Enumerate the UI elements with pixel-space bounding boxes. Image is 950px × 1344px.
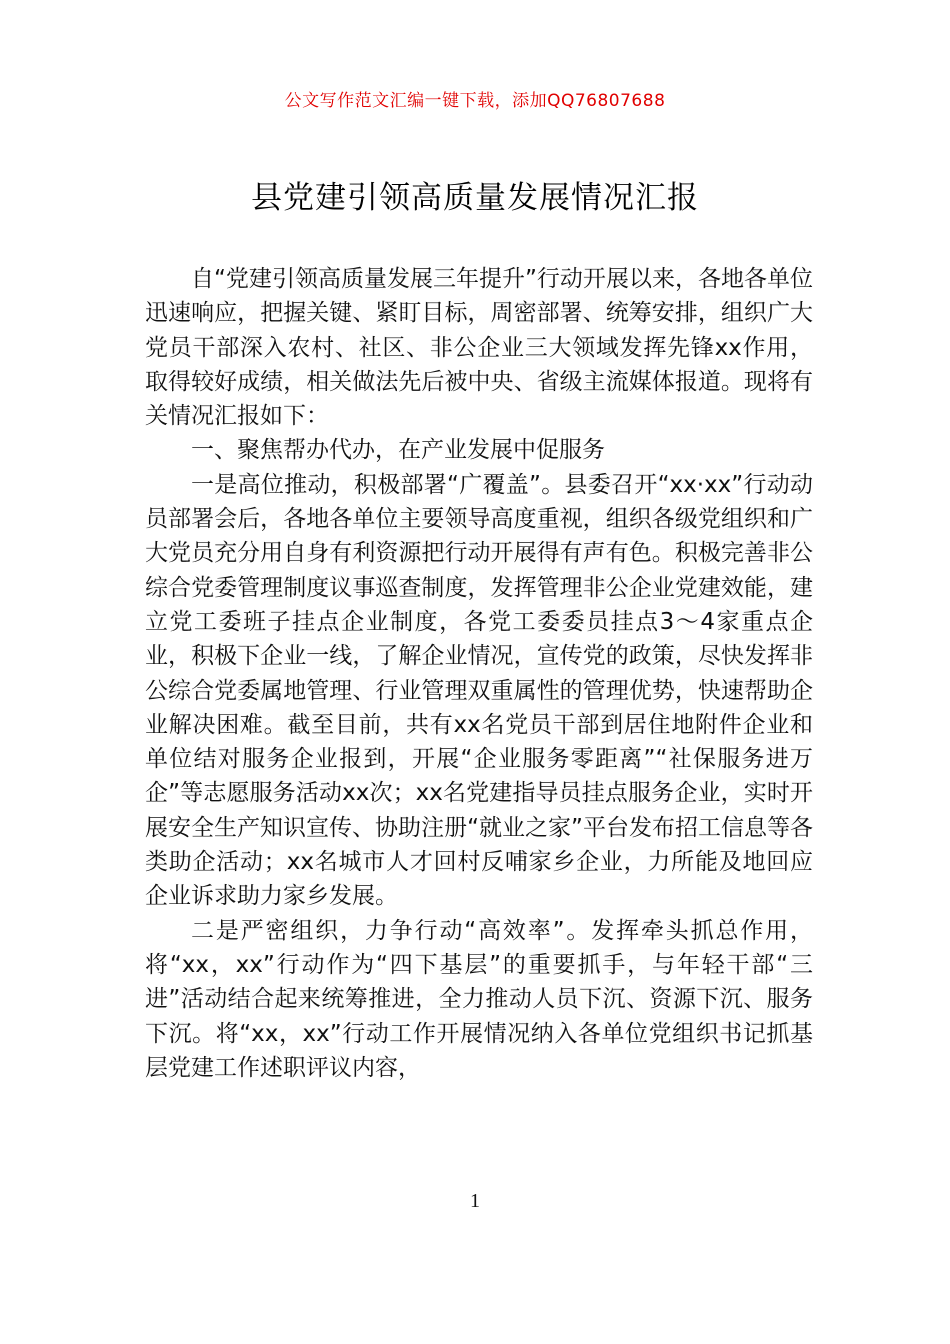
- section-heading: 一、聚焦帮办代办，在产业发展中促服务: [191, 437, 605, 464]
- paragraph-point-2: 二是严密组织，力争行动“高效率”。发挥牵头抓总作用，将“xx，xx”行动作为“四下基层”的重要抓手，与年轻干部“三进”活动结合起来统筹推进，全力推动人员下沉、资源下沉、服务下沉。将“xx，xx”行动工作开展情况纳入各单位党组织书记抓基层党建工作述职评议内容，: [145, 917, 813, 1081]
- paragraph-intro: 自“党建引领高质量发展三年提升”行动开展以来，各地各单位迅速响应，把握关键、紧盯目标，周密部署、统筹安排，组织广大党员干部深入农村、社区、非公企业三大领域发挥先锋xx作用，取得较好成绩，相关做法先后被中央、省级主流媒体报道。现将有关情况汇报如下：: [145, 266, 813, 430]
- page-number: 1: [470, 1190, 480, 1212]
- header-note: 公文写作范文汇编一键下载，添加QQ76807688: [284, 91, 666, 111]
- document-title: 县党建引领高质量发展情况汇报: [251, 180, 699, 216]
- paragraph-point-1: 一是高位推动，积极部署“广覆盖”。县委召开“xx·xx”行动动员部署会后，各地各单位主要领导高度重视，组织各级党组织和广大党员充分用自身有利资源把行动开展得有声有色。积极完善非公综合党委管理制度议事巡查制度，发挥管理非公企业党建效能，建立党工委班子挂点企业制度，各党工委委员挂点3～4家重点企业，积极下企业一线，了解企业情况，宣传党的政策，尽快发挥非公综合党委属地管理、行业管理双重属性的管理优势，快速帮助企业解决困难。截至目前，共有xx名党员干部到居住地附件企业和单位结对服务企业报到，开展“企业服务零距离”“社保服务进万企”等志愿服务活动xx次；xx名党建指导员挂点服务企业，实时开展安全生产知识宣传、协助注册“就业之家”平台发布招工信息等各类助企活动；xx名城市人才回村反哺家乡企业，力所能及地回应企业诉求助力家乡发展。: [145, 471, 813, 910]
- document-body: [145, 262, 813, 1085]
